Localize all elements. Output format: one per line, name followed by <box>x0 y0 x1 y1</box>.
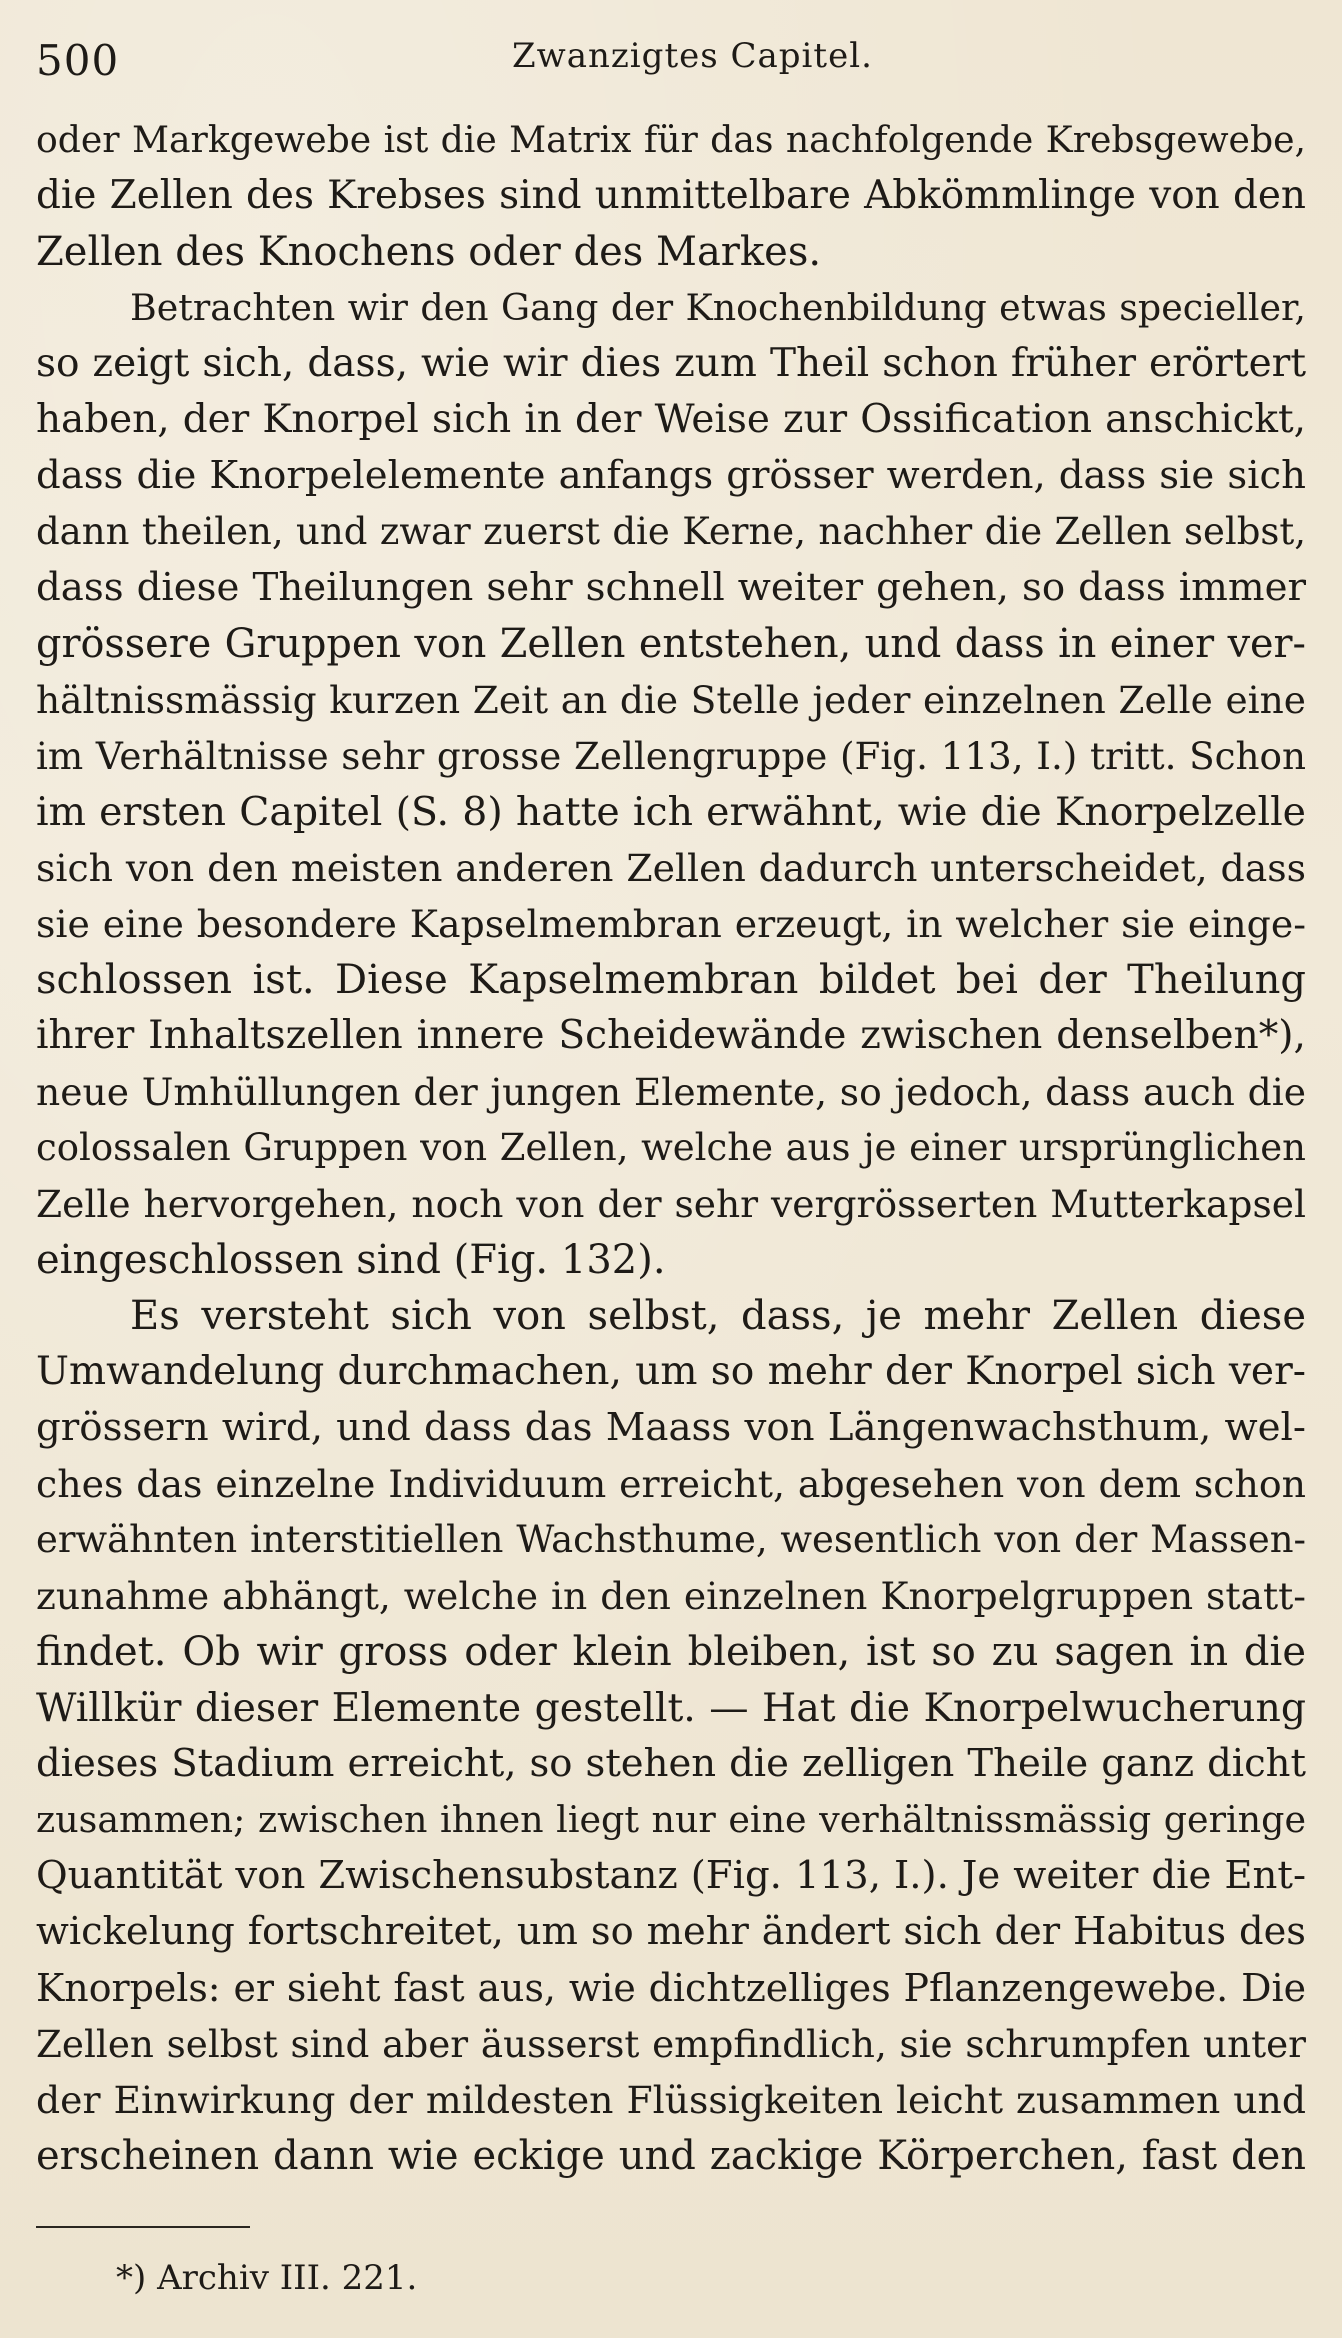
text-line: Betrachten wir den Gang der Knochenbildung etwas specieller, <box>130 286 1306 329</box>
text-line: Zelle hervorgehen, noch von der sehr vergrösserten Mutterkapsel <box>36 1182 1306 1226</box>
text-line: erwähnten interstitiellen Wachsthume, wesentlich von der Massen- <box>36 1518 1306 1561</box>
text-line: so zeigt sich, dass, wie wir dies zum Theil schon früher erörtert <box>36 341 1306 386</box>
text-line: findet. Ob wir gross oder klein bleiben, ist so zu sagen in die <box>36 1629 1306 1675</box>
text-line: grössere Gruppen von Zellen entstehen, und dass in einer ver- <box>36 621 1306 667</box>
text-line: Willkür dieser Elemente gestellt. — Hat die Knorpelwucherung <box>36 1685 1306 1731</box>
page-number: 500 <box>36 36 120 85</box>
text-line: Knorpels: er sieht fast aus, wie dichtzelliges Pflanzengewebe. Die <box>36 1966 1306 2010</box>
chapter-title: Zwanzigtes Capitel. <box>512 36 873 76</box>
text-line: wickelung fortschreitet, um so mehr ändert sich der Habitus des <box>36 1909 1306 1954</box>
body-text <box>36 112 1306 2184</box>
text-line: hältnissmässig kurzen Zeit an die Stelle jeder einzelnen Zelle eine <box>36 678 1306 722</box>
text-line: im ersten Capitel (S. 8) hatte ich erwähnt, wie die Knorpelzelle <box>36 789 1306 835</box>
text-line: zusammen; zwischen ihnen liegt nur eine verhältnissmässig geringe <box>36 1798 1306 1841</box>
text-line: dass die Knorpelelemente anfangs grösser werden, dass sie sich <box>36 453 1306 498</box>
paragraph-2 <box>36 280 1306 1288</box>
text-line: sich von den meisten anderen Zellen dadurch unterscheidet, dass <box>36 846 1306 890</box>
text-line: Zellen selbst sind aber äusserst empfindlich, sie schrumpfen unter <box>36 2022 1306 2066</box>
text-line: dann theilen, und zwar zuerst die Kerne, nachher die Zellen selbst, <box>36 510 1306 553</box>
text-line: sie eine besondere Kapselmembran erzeugt, in welcher sie einge- <box>36 902 1306 946</box>
paragraph-3 <box>36 1288 1306 2184</box>
text-line: ches das einzelne Individuum erreicht, abgesehen von dem schon <box>36 1462 1306 1506</box>
text-line: erscheinen dann wie eckige und zackige Körperchen, fast den <box>36 2133 1306 2179</box>
footnote-divider <box>36 2226 250 2228</box>
text-line: zunahme abhängt, welche in den einzelnen Knorpelgruppen statt- <box>36 1574 1306 1618</box>
text-line: Es versteht sich von selbst, dass, je mehr Zellen diese <box>130 1293 1306 1339</box>
text-line: neue Umhüllungen der jungen Elemente, so jedoch, dass auch die <box>36 1070 1306 1114</box>
text-line: dieses Stadium erreicht, so stehen die zelligen Theile ganz dicht <box>36 1741 1306 1786</box>
text-line: Quantität von Zwischensubstanz (Fig. 113, I.). Je weiter die Ent- <box>36 1853 1306 1898</box>
text-line: grössern wird, und dass das Maass von Längenwachsthum, wel- <box>36 1405 1306 1450</box>
text-line: Umwandelung durchmachen, um so mehr der Knorpel sich ver- <box>36 1349 1306 1394</box>
text-line: haben, der Knorpel sich in der Weise zur Ossification anschickt, <box>36 397 1306 442</box>
text-line: Zellen des Knochens oder des Markes. <box>36 229 822 275</box>
text-line: ihrer Inhaltszellen innere Scheidewände zwischen denselben*), <box>36 1013 1306 1058</box>
text-line: schlossen ist. Diese Kapselmembran bildet bei der Theilung <box>36 957 1306 1003</box>
text-line: oder Markgewebe ist die Matrix für das nachfolgende Krebsgewebe, <box>36 118 1306 161</box>
text-line: colossalen Gruppen von Zellen, welche aus je einer ursprünglichen <box>36 1126 1306 1169</box>
text-line: dass diese Theilungen sehr schnell weiter gehen, so dass immer <box>36 565 1306 610</box>
footnote: *) Archiv III. 221. <box>116 2258 418 2298</box>
text-line: eingeschlossen sind (Fig. 132). <box>36 1237 666 1283</box>
running-head <box>36 28 1302 88</box>
text-line: die Zellen des Krebses sind unmittelbare Abkömmlinge von den <box>36 173 1306 218</box>
text-line: der Einwirkung der mildesten Flüssigkeiten leicht zusammen und <box>36 2078 1306 2122</box>
paragraph-1 <box>36 112 1306 280</box>
text-line: im Verhältnisse sehr grosse Zellengruppe (Fig. 113, I.) tritt. Schon <box>36 734 1306 778</box>
